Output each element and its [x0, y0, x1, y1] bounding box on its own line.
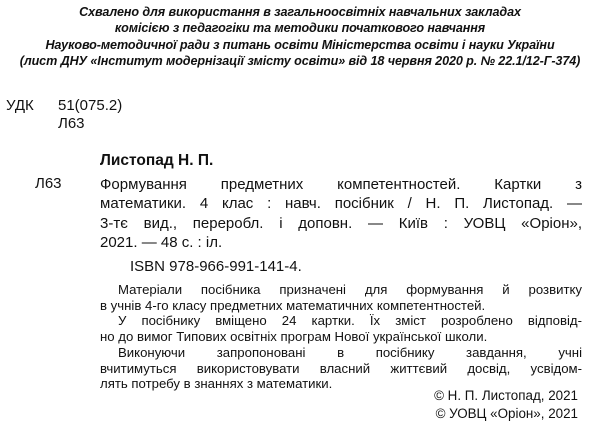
abstract-line: У посібнику вміщено 24 картки. Їх зміст розроблено відповід- [118, 313, 582, 329]
abstract-line: вчитимуться використовувати власний життєвий досвід, усвідом- [100, 360, 582, 376]
copyright-publisher: © УОВЦ «Оріон», 2021 [435, 406, 578, 421]
udk-code: 51(075.2) [58, 97, 123, 114]
approval-line: комісією з педагогіки та методики початкового навчання [114, 21, 486, 36]
author-sign: Л63 [58, 115, 85, 132]
isbn: ISBN 978-966-991-141-4. [130, 258, 302, 275]
biblio-line: математики. 4 клас : навч. посібник / Н. П. Листопад. — [100, 195, 582, 213]
abstract-line: Виконуючи запропоновані в посібнику завдання, учні [118, 344, 582, 360]
approval-line: Схвалено для використання в загальноосвітніх навчальних закладах [79, 5, 521, 19]
approval-line: Науково-методичної ради з питань освіти Міністерства освіти і науки України [45, 37, 555, 52]
udk-label: УДК [6, 97, 34, 114]
biblio-line: 3-тє вид., переробл. і доповн. — Київ : УОВЦ «Оріон», [100, 214, 582, 232]
author-index: Л63 [35, 175, 62, 192]
abstract-line: Матеріали посібника призначені для формування й розвитку [118, 282, 582, 297]
biblio-line: Формування предметних компетентностей. Картки з [100, 176, 582, 193]
bibliographic-description [100, 175, 582, 253]
book-abstract [100, 282, 582, 392]
abstract-line: но до вимог Типових освітніх програм Нової української школи. [100, 329, 488, 345]
biblio-line: 2021. — 48 с. : іл. [100, 234, 223, 252]
approval-note [0, 4, 600, 70]
copyright-author: © Н. П. Листопад, 2021 [434, 388, 578, 403]
approval-line: (лист ДНУ «Інститут модернізації змісту освіти» від 18 червня 2020 р. № 22.1/12-Г-374) [19, 54, 581, 69]
book-author: Листопад Н. П. [100, 152, 214, 169]
abstract-line: в учнів 4-го класу предметних математичних компетентностей. [100, 297, 486, 313]
abstract-line: лять потребу в знаннях з математики. [100, 376, 333, 392]
